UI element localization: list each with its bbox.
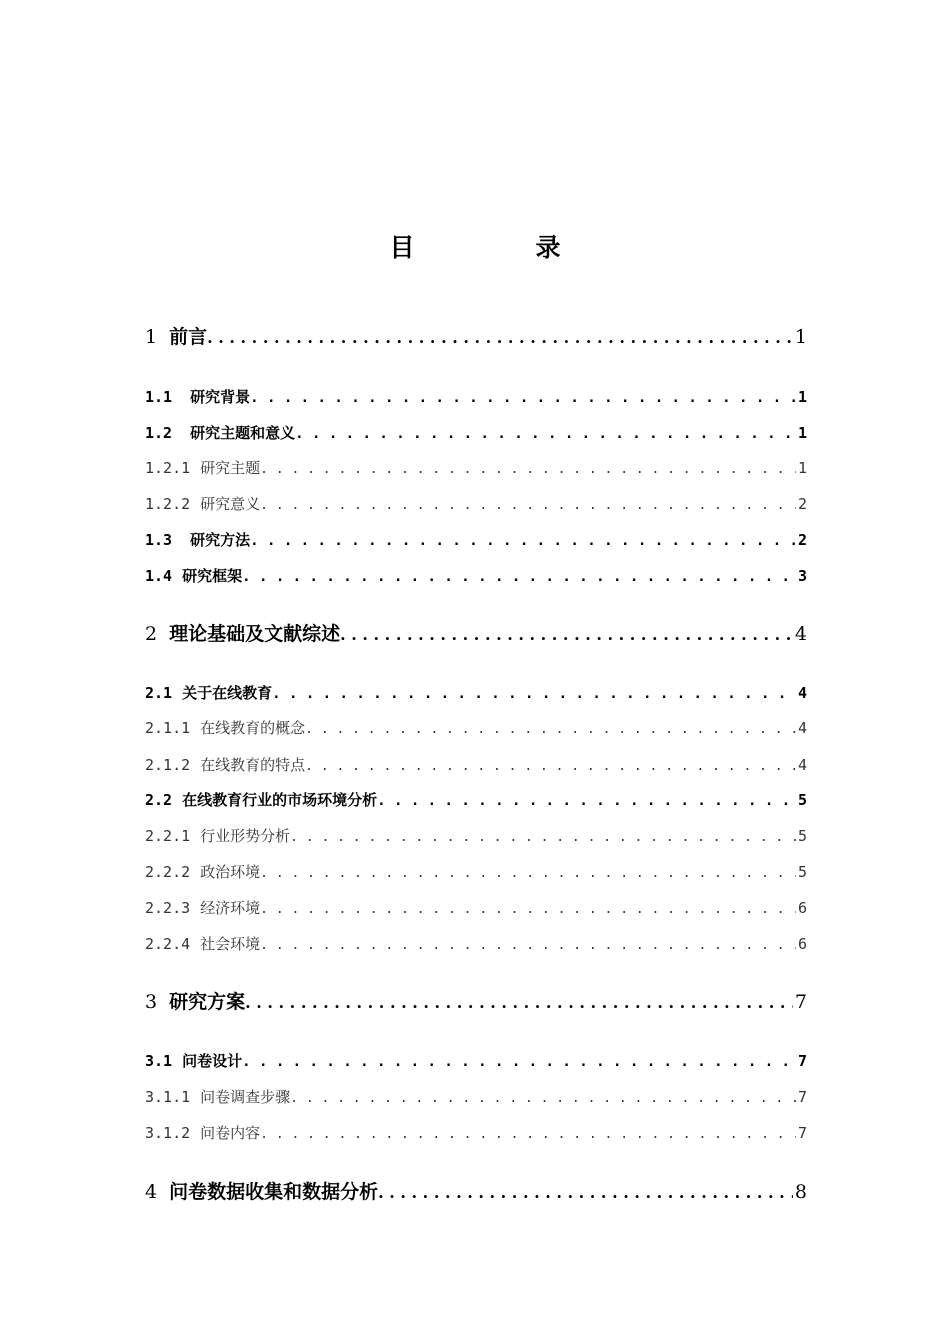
toc-entry-number: 3 [145,991,158,1013]
toc-entry-number: 1.1 [145,388,173,406]
toc-entry-page: 4 [797,756,807,774]
toc-entry-3-1-2[interactable] [145,1122,807,1143]
toc-entry-title: 研究框架 [182,567,243,585]
toc-dot-leader [290,1091,796,1106]
toc-entry-title: 前言 [169,326,208,348]
toc-entry-number: 3.1.1 [145,1088,191,1106]
toc-entry-title: 在线教育的特点 [200,756,306,774]
toc-entry-title: 在线教育的概念 [200,719,306,737]
toc-dot-leader [260,866,796,881]
toc-entry-page: 7 [797,1088,807,1106]
toc-entry-page: 5 [797,791,807,809]
toc-entry-title: 关于在线教育 [182,684,273,702]
toc-entry-2-2-1[interactable] [145,825,807,846]
toc-entry-title: 行业形势分析 [200,827,291,845]
toc-entry-2-1-2[interactable] [145,754,807,775]
toc-dot-leader [305,722,796,737]
toc-entry-page: 3 [797,567,807,585]
toc-entry-title: 经济环境 [200,899,261,917]
toc-entry-page: 1 [797,388,807,406]
toc-entry-page: 5 [797,863,807,881]
toc-dot-leader [260,462,796,477]
toc-dot-leader [305,759,796,774]
toc-entry-number: 3.1 [145,1052,173,1070]
toc-entry-number: 2.2.4 [145,935,191,953]
toc-entry-page: 4 [794,623,807,645]
toc-entry-title: 研究主题和意义 [190,424,296,442]
toc-entry-number: 1.2.2 [145,495,191,513]
toc-dot-leader [260,902,796,917]
toc-entry-number: 1.3 [145,531,173,549]
toc-dot-leader [260,498,796,513]
toc-entry-page: 8 [794,1181,807,1203]
toc-dot-leader [242,569,796,585]
toc-entry-title: 研究背景 [190,388,251,406]
toc-entry-1-1[interactable] [145,386,807,407]
toc-entry-page: 7 [797,1124,807,1142]
toc-entry-number: 1.2.1 [145,459,191,477]
toc-entry-3-1-1[interactable] [145,1086,807,1107]
page-title: 目 录 [389,233,609,262]
toc-entry-title: 理论基础及文献综述 [169,623,341,645]
toc-entry-number: 2 [145,623,158,645]
toc-entry-number: 2.1 [145,684,173,702]
toc-entry-2-2[interactable] [145,789,807,810]
toc-entry-title: 研究主题 [200,459,261,477]
toc-dot-leader [340,625,793,644]
toc-entry-1-2-1[interactable] [145,457,807,478]
toc-entry-number: 2.1.1 [145,719,191,737]
toc-dot-leader [260,938,796,953]
toc-entry-page: 6 [797,935,807,953]
toc-entry-page: 2 [797,531,807,549]
toc-dot-leader [260,1127,796,1142]
toc-entry-title: 问卷调查步骤 [200,1088,291,1106]
toc-entry-number: 2.2.1 [145,827,191,845]
toc-dot-leader [207,328,793,347]
toc-entry-number: 1.4 [145,567,173,585]
toc-entry-number: 2.2.3 [145,899,191,917]
toc-entry-page: 6 [797,899,807,917]
toc-entry-page: 5 [797,827,807,845]
toc-entry-3-1[interactable] [145,1050,807,1071]
toc-entry-2-2-4[interactable] [145,933,807,954]
toc-entry-title: 研究方法 [190,531,251,549]
toc-entry-1-2[interactable] [145,422,807,443]
toc-entry-2-1-1[interactable] [145,717,807,738]
toc-entry-number: 2.1.2 [145,756,191,774]
toc-entry-1-2-2[interactable] [145,493,807,514]
toc-entry-1[interactable] [145,322,807,349]
toc-entry-title: 社会环境 [200,935,261,953]
toc-entry-page: 2 [797,495,807,513]
toc-dot-leader [290,830,796,845]
toc-entry-number: 4 [145,1181,158,1203]
toc-entry-title: 政治环境 [200,863,261,881]
toc-entry-number: 1.2 [145,424,173,442]
toc-entry-title: 问卷设计 [182,1052,243,1070]
toc-entry-title: 研究意义 [200,495,261,513]
toc-entry-3[interactable] [145,987,807,1014]
toc-dot-leader [242,1054,796,1070]
toc-dot-leader [295,426,796,442]
toc-dot-leader [250,390,796,406]
toc-entry-1-4[interactable] [145,565,807,586]
toc-entry-2-2-2[interactable] [145,861,807,882]
toc-entry-page: 4 [797,719,807,737]
toc-entry-title: 问卷数据收集和数据分析 [169,1181,379,1203]
toc-entry-title: 研究方案 [169,991,246,1013]
toc-entry-page: 1 [797,424,807,442]
toc-entry-page: 7 [794,991,807,1013]
toc-dot-leader [272,686,796,702]
toc-entry-page: 1 [794,326,807,348]
toc-entry-number: 2.2.2 [145,863,191,881]
toc-entry-number: 3.1.2 [145,1124,191,1142]
toc-entry-page: 7 [797,1052,807,1070]
toc-dot-leader [377,793,796,809]
toc-entry-title: 在线教育行业的市场环境分析 [182,791,378,809]
toc-entry-page: 1 [797,459,807,477]
toc-entry-number: 2.2 [145,791,173,809]
toc-entry-title: 问卷内容 [200,1124,261,1142]
toc-dot-leader [378,1183,793,1202]
toc-entry-page: 4 [797,684,807,702]
toc-entry-1-3[interactable] [145,529,807,550]
toc-entry-2-2-3[interactable] [145,897,807,918]
toc-entry-number: 1 [145,326,158,348]
toc-entry-2-1[interactable] [145,682,807,703]
toc-dot-leader [250,533,796,549]
toc-entry-2[interactable] [145,619,807,646]
toc-entry-4[interactable] [145,1177,807,1204]
toc-dot-leader [245,993,793,1012]
